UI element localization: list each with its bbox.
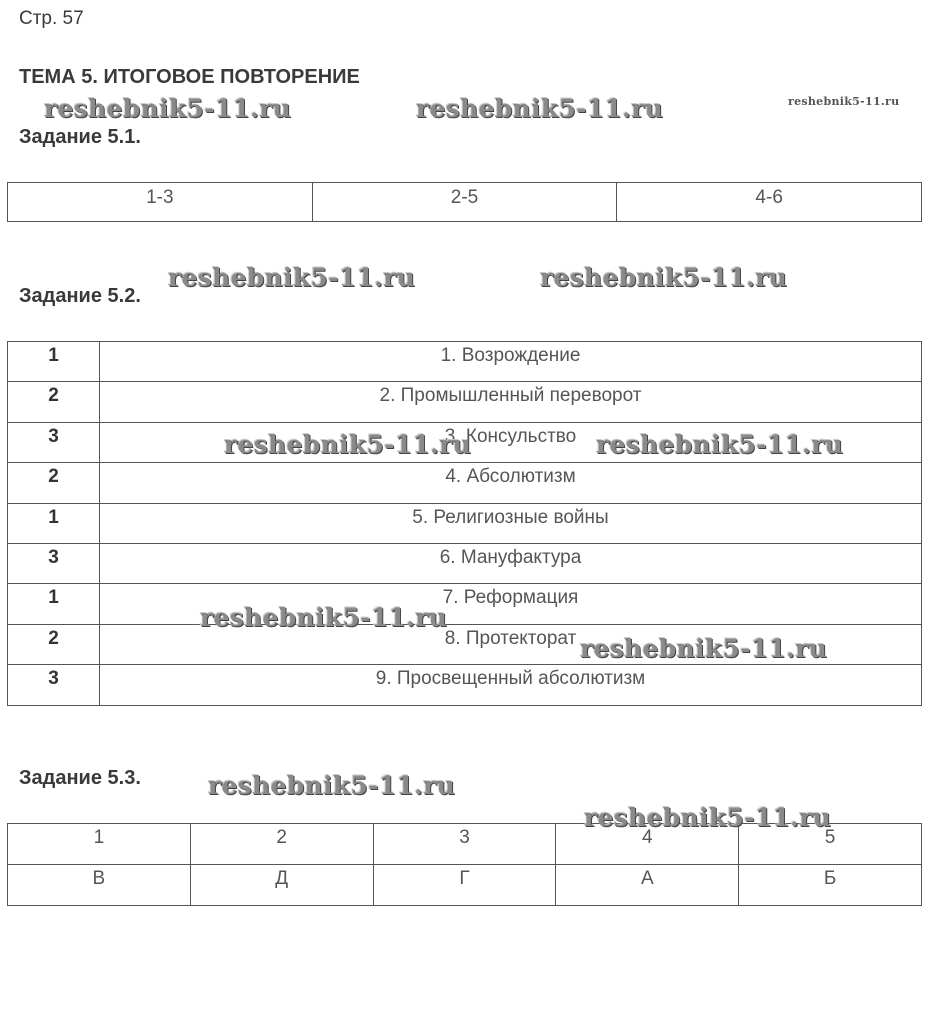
header-cell: 2 [190, 824, 373, 865]
table-cell: 1-3 [8, 183, 313, 222]
row-text: 6. Мануфактура [100, 543, 922, 583]
answer-cell: Г [373, 865, 556, 906]
table-cell: 4-6 [617, 183, 922, 222]
row-number: 2 [8, 382, 100, 422]
table-cell: 2-5 [312, 183, 617, 222]
header-cell: 1 [8, 824, 191, 865]
table-row [8, 665, 922, 705]
table-row [8, 624, 922, 664]
row-text: 3. Консульство [100, 422, 922, 462]
row-number: 3 [8, 543, 100, 583]
task-5-3-table [7, 823, 922, 906]
table-row [8, 422, 922, 462]
watermark: reshebnik5-11.ru [168, 263, 416, 292]
table-row [8, 342, 922, 382]
row-number: 2 [8, 624, 100, 664]
row-number: 1 [8, 342, 100, 382]
page-number: Стр. 57 [19, 8, 84, 29]
watermark: reshebnik5-11.ru [416, 94, 664, 123]
table-row [8, 463, 922, 503]
row-text: 2. Промышленный переворот [100, 382, 922, 422]
topic-title: ТЕМА 5. ИТОГОВОЕ ПОВТОРЕНИЕ [19, 66, 360, 88]
row-number: 3 [8, 422, 100, 462]
watermark: reshebnik5-11.ru [208, 771, 456, 800]
task-5-2-table [7, 341, 922, 706]
task-5-2-title: Задание 5.2. [19, 285, 141, 307]
header-cell: 4 [556, 824, 739, 865]
row-number: 3 [8, 665, 100, 705]
row-text: 9. Просвещенный абсолютизм [100, 665, 922, 705]
answer-cell: А [556, 865, 739, 906]
answer-cell: Б [739, 865, 922, 906]
watermark: reshebnik5-11.ru [584, 803, 832, 832]
table-header-row [8, 824, 922, 865]
row-number: 1 [8, 503, 100, 543]
answer-cell: Д [190, 865, 373, 906]
row-text: 5. Религиозные войны [100, 503, 922, 543]
row-number: 2 [8, 463, 100, 503]
header-cell: 3 [373, 824, 556, 865]
watermark: reshebnik5-11.ru [580, 634, 828, 663]
watermark: reshebnik5-11.ru [596, 430, 844, 459]
table-row [8, 503, 922, 543]
answer-cell: В [8, 865, 191, 906]
table-row [8, 865, 922, 906]
row-number: 1 [8, 584, 100, 624]
row-text: 4. Абсолютизм [100, 463, 922, 503]
watermark: reshebnik5-11.ru [540, 263, 788, 292]
table-row [8, 543, 922, 583]
row-text: 7. Реформация [100, 584, 922, 624]
task-5-1-title: Задание 5.1. [19, 126, 141, 148]
table-row [8, 382, 922, 422]
table-row [8, 183, 922, 222]
watermark: reshebnik5-11.ru [44, 94, 292, 123]
watermark: reshebnik5-11.ru [200, 603, 448, 632]
row-text: 1. Возрождение [100, 342, 922, 382]
task-5-1-table [7, 182, 922, 222]
header-cell: 5 [739, 824, 922, 865]
watermark: reshebnik5-11.ru [224, 430, 472, 459]
table-row [8, 584, 922, 624]
task-5-3-title: Задание 5.3. [19, 767, 141, 789]
watermark: reshebnik5-11.ru [788, 95, 900, 108]
row-text: 8. Протекторат [100, 624, 922, 664]
